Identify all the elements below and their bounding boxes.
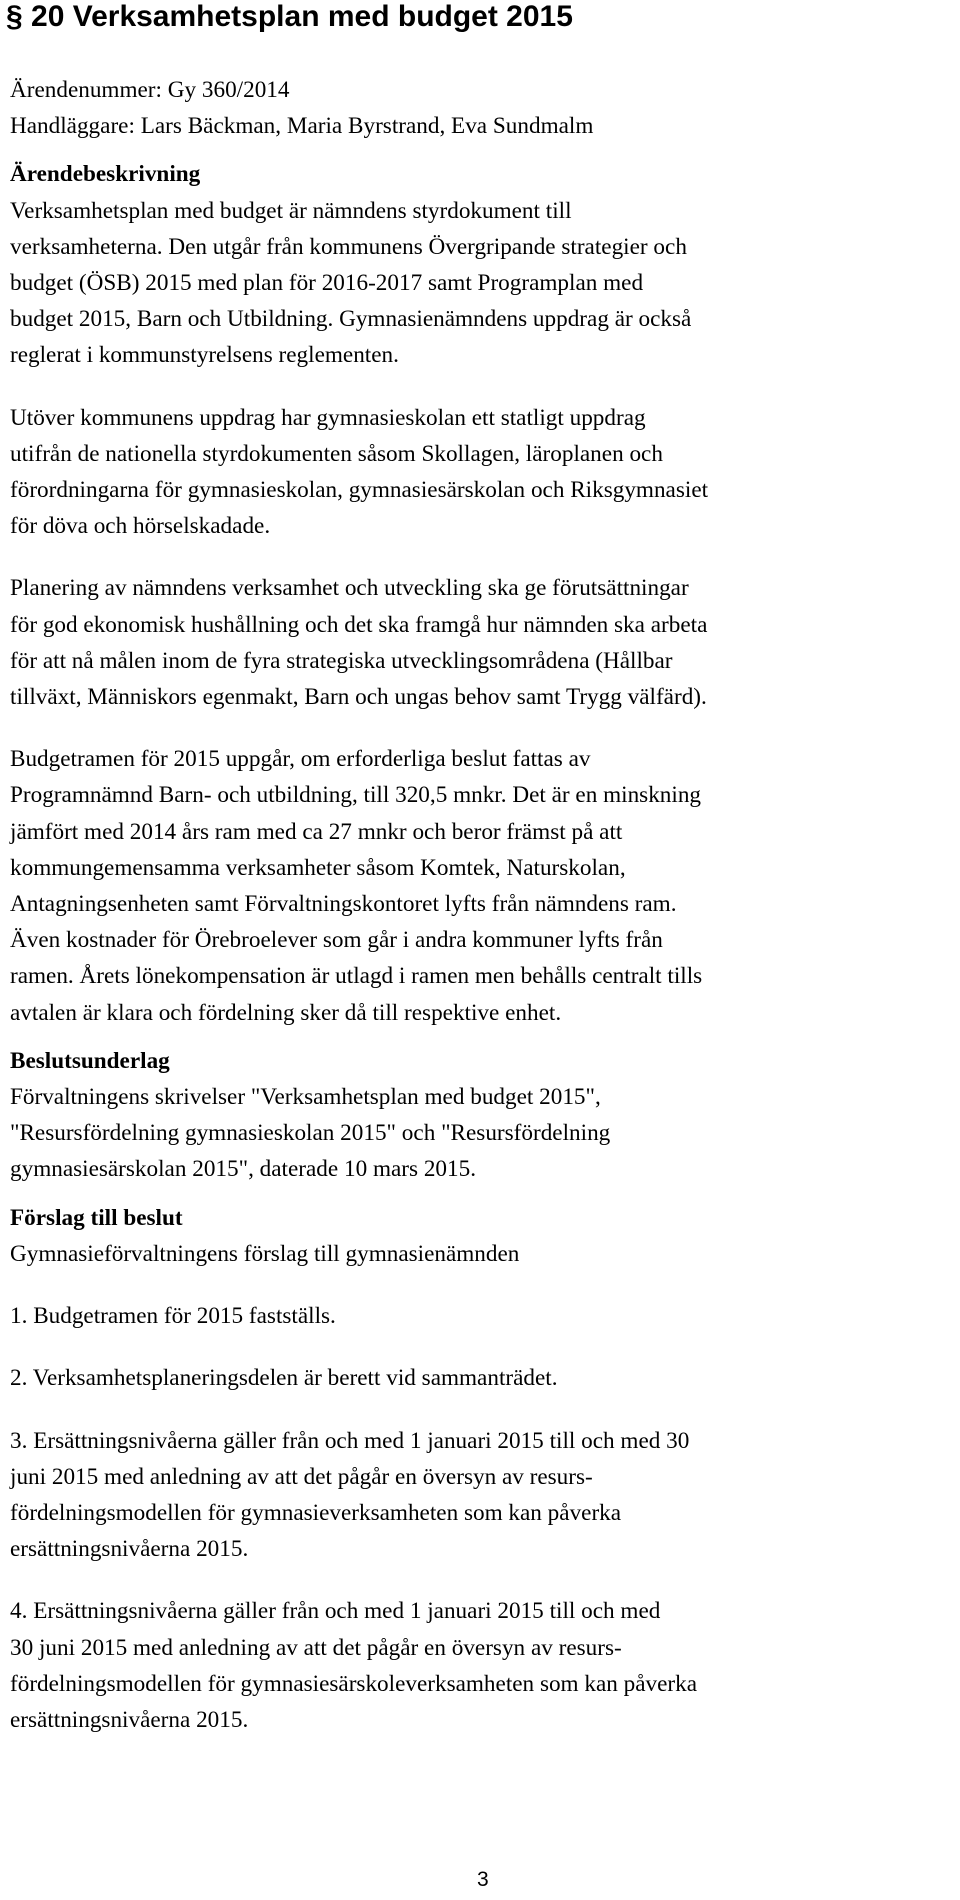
paragraph-line: fördelningsmodellen för gymnasiesärskoleverksamheten som kan påverka <box>10 1670 698 1697</box>
paragraph-line: för döva och hörselskadade. <box>10 513 271 540</box>
proposal-item-2: 2. Verksamhetsplaneringsdelen är berett vid sammanträdet. <box>10 1365 558 1392</box>
paragraph-line: verksamheterna. Den utgår från kommunens Övergripande strategier och <box>10 233 687 260</box>
paragraph-line: Budgetramen för 2015 uppgår, om erforderliga beslut fattas av <box>10 746 591 773</box>
paragraph-line: "Resursfördelning gymnasieskolan 2015" och "Resursfördelning <box>10 1120 611 1147</box>
paragraph-line: gymnasiesärskolan 2015", daterade 10 mars 2015. <box>10 1156 477 1183</box>
paragraph-line: ersättningsnivåerna 2015. <box>10 1536 249 1563</box>
paragraph-line: fördelningsmodellen för gymnasieverksamheten som kan påverka <box>10 1499 622 1526</box>
case-description-paragraph-4 <box>10 741 955 1031</box>
proposal-intro: Gymnasieförvaltningens förslag till gymnasienämnden <box>10 1240 520 1267</box>
paragraph-line: tillväxt, Människors egenmakt, Barn och ungas behov samt Trygg välfärd). <box>10 684 707 711</box>
paragraph-line: jämfört med 2014 års ram med ca 27 mnkr och beror främst på att <box>10 818 623 845</box>
paragraph-line: 4. Ersättningsnivåerna gäller från och med 1 januari 2015 till och med <box>10 1598 661 1625</box>
proposal-item-3 <box>10 1423 955 1568</box>
paragraph-line: avtalen är klara och fördelning sker då till respektive enhet. <box>10 999 562 1026</box>
section-heading: § 20 Verksamhetsplan med budget 2015 <box>6 0 573 33</box>
proposal-item-4 <box>10 1593 955 1738</box>
paragraph-line: 3. Ersättningsnivåerna gäller från och med 1 januari 2015 till och med 30 <box>10 1427 690 1454</box>
decision-basis-title: Beslutsunderlag <box>10 1047 170 1074</box>
page-number: 3 <box>477 1868 489 1891</box>
paragraph-line: Programnämnd Barn- och utbildning, till 320,5 mnkr. Det är en minskning <box>10 782 702 809</box>
proposal-title: Förslag till beslut <box>10 1204 183 1231</box>
decision-basis-text <box>10 1079 955 1188</box>
case-description-paragraph-2 <box>10 400 955 545</box>
paragraph-line: Antagningsenheten samt Förvaltningskontoret lyfts från nämndens ram. <box>10 891 677 918</box>
case-handlers: Handläggare: Lars Bäckman, Maria Byrstrand, Eva Sundmalm <box>10 113 594 140</box>
paragraph-line: ersättningsnivåerna 2015. <box>10 1706 249 1733</box>
paragraph-line: utifrån de nationella styrdokumenten såsom Skollagen, läroplanen och <box>10 440 663 467</box>
case-description-paragraph-3 <box>10 570 955 715</box>
paragraph-line: för att nå målen inom de fyra strategiska utvecklingsområdena (Hållbar <box>10 647 673 674</box>
paragraph-line: juni 2015 med anledning av att det pågår en översyn av resurs- <box>10 1463 593 1490</box>
paragraph-line: 30 juni 2015 med anledning av att det pågår en översyn av resurs- <box>10 1634 622 1661</box>
case-description-title: Ärendebeskrivning <box>10 161 201 188</box>
proposal-item-1: 1. Budgetramen för 2015 fastställs. <box>10 1303 336 1330</box>
case-number: Ärendenummer: Gy 360/2014 <box>10 77 290 103</box>
paragraph-line: reglerat i kommunstyrelsens reglementen. <box>10 342 399 369</box>
paragraph-line: budget 2015, Barn och Utbildning. Gymnasienämndens uppdrag är också <box>10 306 692 333</box>
paragraph-line: för god ekonomisk hushållning och det ska framgå hur nämnden ska arbeta <box>10 611 708 638</box>
document-body <box>10 72 955 1738</box>
paragraph-line: Förvaltningens skrivelser "Verksamhetsplan med budget 2015", <box>10 1084 601 1111</box>
paragraph-line: förordningarna för gymnasieskolan, gymnasiesärskolan och Riksgymnasiet <box>10 477 709 504</box>
paragraph-line: Utöver kommunens uppdrag har gymnasieskolan ett statligt uppdrag <box>10 404 646 431</box>
paragraph-line: Verksamhetsplan med budget är nämndens styrdokument till <box>10 197 572 224</box>
paragraph-line: kommungemensamma verksamheter såsom Komtek, Naturskolan, <box>10 854 626 881</box>
paragraph-line: ramen. Årets lönekompensation är utlagd i ramen men behålls centralt tills <box>10 963 703 990</box>
paragraph-line: Planering av nämndens verksamhet och utveckling ska ge förutsättningar <box>10 575 689 602</box>
paragraph-line: Även kostnader för Örebroelever som går i andra kommuner lyfts från <box>10 927 663 954</box>
paragraph-line: budget (ÖSB) 2015 med plan för 2016-2017 samt Programplan med <box>10 270 644 297</box>
case-description-paragraph-1 <box>10 193 955 374</box>
